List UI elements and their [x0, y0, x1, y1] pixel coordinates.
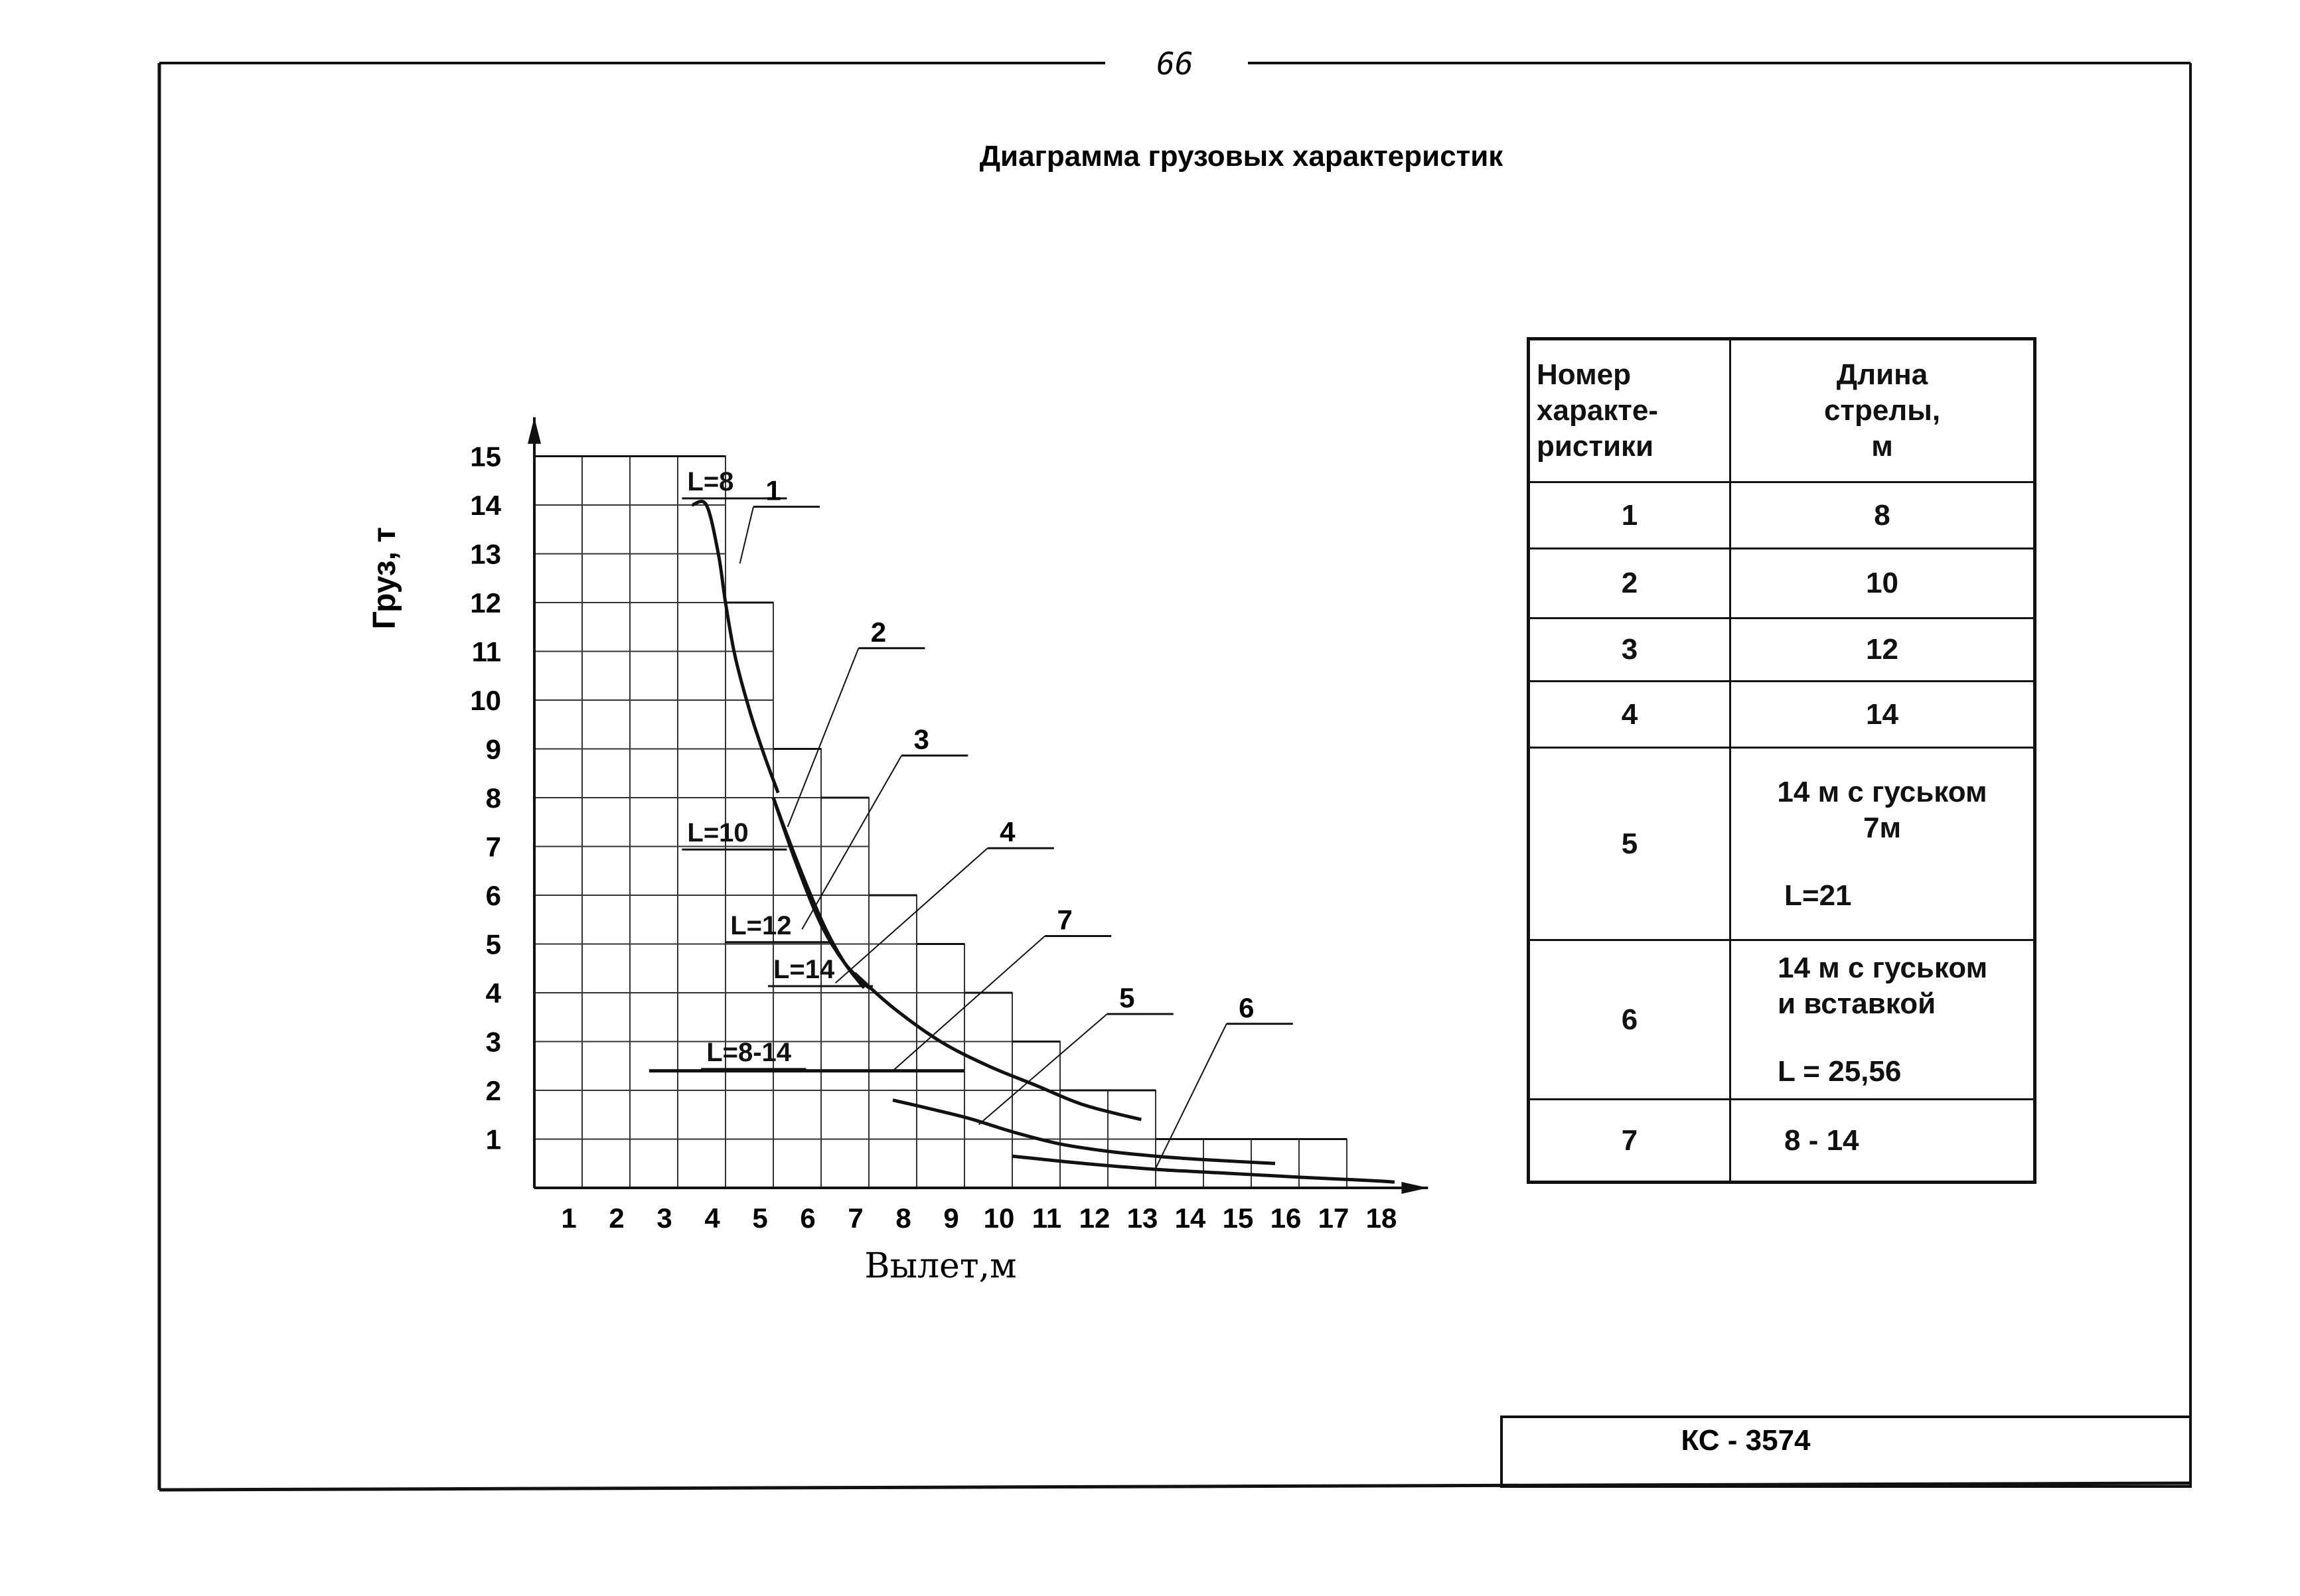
- x-tick-label: 14: [1174, 1202, 1206, 1234]
- grid-cell: [534, 603, 582, 652]
- x-tick-label: 3: [656, 1202, 672, 1234]
- grid-cell: [678, 1090, 726, 1139]
- x-tick-label: 15: [1222, 1202, 1254, 1234]
- series-curve-5: [893, 1100, 1275, 1164]
- x-tick-label: 16: [1270, 1202, 1302, 1234]
- grid-cell: [534, 1042, 582, 1091]
- grid-cell: [534, 895, 582, 944]
- grid-cell: [534, 847, 582, 896]
- row-length: 8: [1730, 482, 2035, 549]
- grid-cell: [534, 457, 582, 506]
- grid-cell: [869, 895, 917, 944]
- callout-leader-1: [740, 507, 753, 564]
- grid-cell: [821, 1042, 869, 1091]
- grid-cell: [630, 700, 678, 749]
- page-number: 66: [1156, 46, 1193, 82]
- row-number: 6: [1529, 940, 1730, 1100]
- row-length-line: L = 25,56: [1778, 1054, 1902, 1088]
- page-title: Диаграмма грузовых характеристик: [979, 140, 1503, 173]
- row-length: [1730, 748, 2035, 940]
- x-tick-label: 8: [895, 1202, 911, 1234]
- grid-cell: [678, 1139, 726, 1189]
- grid-cell: [630, 1090, 678, 1139]
- header-length-line: м: [1871, 430, 1893, 463]
- grid-cell: [534, 505, 582, 554]
- header-length-line: стрелы,: [1823, 394, 1941, 427]
- grid-cell: [726, 1090, 773, 1139]
- grid-cell: [630, 944, 678, 993]
- grid-cell: [534, 798, 582, 847]
- grid-cell: [534, 1090, 582, 1139]
- y-tick-label: 9: [485, 733, 501, 765]
- x-tick-label: 1: [561, 1202, 577, 1234]
- row-length-line: и вставкой: [1778, 987, 1936, 1020]
- grid-cell: [1108, 1139, 1156, 1189]
- table-row: [1529, 682, 2035, 748]
- series-label-7: L=8-14: [706, 1037, 792, 1067]
- grid-cell: [821, 993, 869, 1042]
- header-length: [1730, 339, 2035, 482]
- grid-cell: [582, 457, 630, 506]
- row-length: [1730, 940, 2035, 1100]
- grid-cell: [678, 895, 726, 944]
- x-tick-label: 18: [1365, 1202, 1397, 1234]
- table-header-row: [1529, 339, 2035, 482]
- grid-cell: [630, 554, 678, 603]
- row-length: 14: [1730, 682, 2035, 748]
- series-label-1: L=8: [687, 467, 734, 496]
- grid-cell: [726, 847, 773, 896]
- row-length: 8 - 14: [1730, 1100, 2035, 1183]
- grid-cell: [630, 1139, 678, 1189]
- row-number: 1: [1529, 482, 1730, 549]
- grid-cell: [773, 1139, 821, 1189]
- callout-number-2: 2: [870, 616, 887, 648]
- row-number: 3: [1529, 618, 1730, 682]
- x-tick-label: 9: [943, 1202, 959, 1234]
- x-tick-label: 12: [1079, 1202, 1111, 1234]
- x-tick-label: 4: [704, 1202, 720, 1234]
- x-axis-arrow: [1401, 1182, 1428, 1194]
- grid-cell: [582, 895, 630, 944]
- grid-cell: [678, 944, 726, 993]
- grid-cell: [630, 505, 678, 554]
- grid-cell: [726, 944, 773, 993]
- y-tick-label: 12: [470, 587, 501, 618]
- grid-cell: [534, 944, 582, 993]
- callout-leader-6: [1156, 1024, 1227, 1169]
- x-tick-label: 6: [800, 1202, 816, 1234]
- grid-cell: [1156, 1139, 1203, 1189]
- grid-cell: [869, 1139, 917, 1189]
- row-number: 5: [1529, 748, 1730, 940]
- grid-cell: [582, 505, 630, 554]
- row-length-line: 14 м с гуськом: [1777, 775, 1987, 808]
- grid-cell: [534, 749, 582, 798]
- grid-cell: [582, 944, 630, 993]
- table-row: [1529, 618, 2035, 682]
- grid-cell: [773, 749, 821, 798]
- characteristics-table: [1527, 337, 2036, 1184]
- header-length-line: Длина: [1836, 358, 1928, 391]
- x-tick-label: 10: [983, 1202, 1015, 1234]
- y-tick-label: 6: [485, 880, 501, 911]
- series-label-3: L=12: [730, 910, 792, 940]
- grid-cell: [534, 554, 582, 603]
- callout-number-6: 6: [1239, 991, 1255, 1023]
- y-tick-label: 14: [470, 490, 501, 521]
- grid-cell: [630, 798, 678, 847]
- grid-cell: [773, 993, 821, 1042]
- grid-cell: [821, 1139, 869, 1189]
- grid-cell: [582, 700, 630, 749]
- grid-cell: [582, 603, 630, 652]
- header-number: [1529, 339, 1730, 482]
- header-number-line: Номер: [1537, 358, 1631, 391]
- row-number: 7: [1529, 1100, 1730, 1183]
- x-tick-label: 7: [848, 1202, 864, 1234]
- y-tick-label: 13: [470, 538, 501, 570]
- stamp-box: [1501, 1417, 2190, 1487]
- grid-cell: [917, 944, 964, 993]
- grid-cell: [1012, 1042, 1060, 1091]
- grid-cell: [534, 993, 582, 1042]
- grid-cell: [582, 749, 630, 798]
- grid-cell: [773, 1090, 821, 1139]
- x-tick-label: 5: [752, 1202, 768, 1234]
- callout-number-7: 7: [1057, 904, 1073, 936]
- grid-cell: [630, 895, 678, 944]
- x-tick-label: 2: [609, 1202, 625, 1234]
- stamp-text: КС - 3574: [1681, 1424, 1811, 1457]
- grid-cell: [821, 798, 869, 847]
- grid-cell: [582, 554, 630, 603]
- grid-cell: [678, 652, 726, 701]
- grid-cell: [630, 652, 678, 701]
- table-row: [1529, 1100, 2035, 1183]
- grid-cell: [582, 1042, 630, 1091]
- grid-cell: [964, 1090, 1012, 1139]
- grid-cell: [582, 847, 630, 896]
- grid-cell: [773, 847, 821, 896]
- load-chart: [367, 417, 1428, 1286]
- row-length-line: L=21: [1784, 879, 1852, 912]
- y-tick-label: 4: [485, 978, 501, 1009]
- grid-cell: [678, 603, 726, 652]
- grid-cell: [630, 603, 678, 652]
- y-tick-label: 2: [485, 1075, 501, 1106]
- y-tick-label: 1: [485, 1124, 501, 1155]
- grid-cell: [869, 1042, 917, 1091]
- y-tick-label: 11: [471, 636, 501, 668]
- grid-cell: [726, 652, 773, 701]
- grid-cell: [869, 993, 917, 1042]
- grid-cell: [678, 700, 726, 749]
- grid-cell: [678, 993, 726, 1042]
- callout-number-3: 3: [913, 723, 929, 755]
- y-tick-label: 10: [470, 685, 501, 716]
- grid-cell: [582, 1090, 630, 1139]
- grid-cell: [534, 1139, 582, 1189]
- x-tick-label: 13: [1126, 1202, 1158, 1234]
- x-tick-label: 17: [1318, 1202, 1349, 1234]
- x-tick-label: 11: [1032, 1202, 1062, 1234]
- grid-cell: [726, 1139, 773, 1189]
- table-row: [1529, 940, 2035, 1100]
- series-label-4: L=14: [773, 954, 835, 984]
- grid-cell: [630, 847, 678, 896]
- y-axis-arrow: [528, 417, 541, 444]
- x-axis-title: Вылет,м: [864, 1246, 1017, 1286]
- grid-cell: [630, 749, 678, 798]
- header-number-line: ристики: [1537, 430, 1654, 463]
- row-length: 10: [1730, 549, 2035, 618]
- table-row: [1529, 482, 2035, 549]
- row-number: 2: [1529, 549, 1730, 618]
- row-length-line: 14 м с гуськом: [1778, 951, 1988, 984]
- callout-number-1: 1: [765, 474, 781, 506]
- grid-cell: [726, 993, 773, 1042]
- grid-cell: [869, 1090, 917, 1139]
- callout-leader-3: [802, 756, 901, 930]
- table-row: [1529, 549, 2035, 618]
- grid-cell: [869, 944, 917, 993]
- grid-cell: [917, 1139, 964, 1189]
- callout-number-5: 5: [1119, 982, 1135, 1014]
- grid-cell: [678, 847, 726, 896]
- callout-number-4: 4: [1000, 816, 1016, 848]
- y-tick-label: 5: [485, 928, 501, 960]
- grid-cell: [630, 993, 678, 1042]
- grid-cell: [630, 1042, 678, 1091]
- grid-cell: [1012, 1090, 1060, 1139]
- grid-cell: [582, 798, 630, 847]
- table-row: [1529, 748, 2035, 940]
- series-label-2: L=10: [687, 818, 749, 848]
- grid-cell: [821, 1090, 869, 1139]
- grid-cell: [582, 993, 630, 1042]
- callout-leader-7: [893, 936, 1045, 1070]
- row-number: 4: [1529, 682, 1730, 748]
- grid-cell: [582, 652, 630, 701]
- y-tick-label: 15: [470, 441, 501, 472]
- grid-cell: [917, 993, 964, 1042]
- header-number-line: характе-: [1537, 394, 1658, 427]
- callout-leader-2: [788, 648, 859, 827]
- grid-cell: [630, 457, 678, 506]
- grid-cell: [917, 1042, 964, 1091]
- grid-cell: [1012, 1139, 1060, 1189]
- grid-cell: [582, 1139, 630, 1189]
- grid-cell: [534, 700, 582, 749]
- grid-cell: [678, 749, 726, 798]
- series-curve-4: [854, 974, 1141, 1120]
- y-axis-title: Груз, т: [367, 527, 402, 630]
- row-length-line: 7м: [1863, 811, 1902, 844]
- y-tick-label: 3: [485, 1026, 501, 1058]
- grid-cell: [534, 652, 582, 701]
- y-tick-label: 7: [485, 831, 501, 863]
- row-length: 12: [1730, 618, 2035, 682]
- y-tick-label: 8: [485, 782, 501, 814]
- grid-cell: [964, 1139, 1012, 1189]
